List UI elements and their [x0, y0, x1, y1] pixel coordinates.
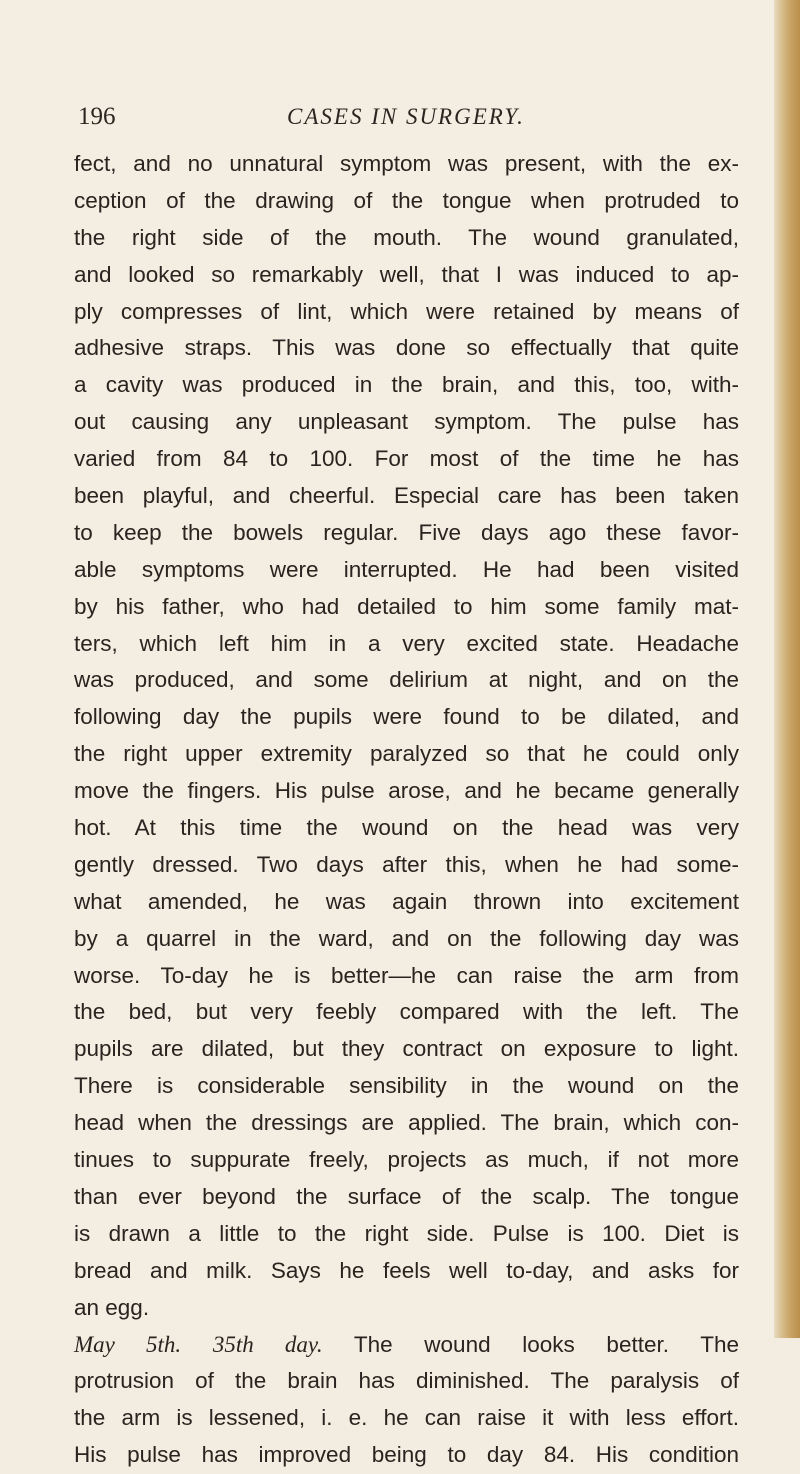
text-line: head when the dressings are applied. The brain, which con-: [74, 1110, 739, 1136]
text-line: the right upper extremity paralyzed so that he could only: [74, 741, 739, 767]
text-line: varied from 84 to 100. For most of the time he has: [74, 446, 739, 472]
text-line: an egg.: [74, 1294, 150, 1320]
text-line: bread and milk. Says he feels well to-day, and asks for: [74, 1257, 739, 1283]
text-line: worse. To-day he is better—he can raise the arm from: [74, 962, 739, 988]
text-line: ception of the drawing of the tongue when protruded to: [74, 187, 739, 213]
text-line: There is considerable sensibility in the wound on the: [74, 1073, 739, 1099]
text-line: gently dressed. Two days after this, when he had some-: [74, 851, 739, 877]
text-line: pupils are dilated, but they contract on exposure to light.: [74, 1036, 739, 1062]
text-line: fect, and no unnatural symptom was present, with the ex-: [74, 151, 739, 176]
text-line: ply compresses of lint, which were retained by means of: [74, 298, 739, 324]
text-line: the bed, but very feebly compared with the left. The: [74, 999, 739, 1025]
entry-first-line: [74, 1327, 739, 1364]
text-line: been playful, and cheerful. Especial care has been taken: [74, 483, 739, 509]
text-line: move the fingers. His pulse arose, and he became generally: [74, 778, 739, 804]
text-line: adhesive straps. This was done so effectually that quite: [74, 335, 739, 361]
text-line: hot. At this time the wound on the head was very: [74, 815, 739, 841]
text-line: the arm is lessened, i. e. he can raise it with less effort.: [74, 1405, 739, 1431]
text-line: a cavity was produced in the brain, and this, too, with-: [74, 372, 739, 398]
text-line: His pulse has improved being to day 84. His condition: [74, 1442, 739, 1468]
entry-day: 35th day.: [212, 1331, 323, 1357]
text-line: what amended, he was again thrown into excitement: [74, 888, 739, 914]
body-text: [74, 146, 739, 1474]
running-head: CASES IN SURGERY.: [287, 104, 525, 129]
text-line: than ever beyond the surface of the scalp. The tongue: [74, 1183, 739, 1209]
text-line: and looked so remarkably well, that I was induced to ap-: [74, 261, 739, 287]
text-line: by a quarrel in the ward, and on the following day was: [74, 925, 739, 951]
text-line: following day the pupils were found to be dilated, and: [74, 704, 739, 730]
text-line: the right side of the mouth. The wound granulated,: [74, 224, 739, 250]
entry-date: May 5th.: [74, 1331, 182, 1357]
text-line: ters, which left him in a very excited state. Headache: [74, 630, 739, 656]
text-line: tinues to suppurate freely, projects as much, if not more: [74, 1147, 739, 1173]
page-edge: [774, 0, 800, 1338]
text-line: was produced, and some delirium at night, and on the: [74, 667, 739, 693]
page-header: [72, 103, 732, 137]
text-line: is drawn a little to the right side. Pulse is 100. Diet is: [74, 1220, 739, 1246]
text-line: out causing any unpleasant symptom. The pulse has: [74, 409, 739, 435]
text-line: by his father, who had detailed to him some family mat-: [74, 593, 739, 619]
text-line: to keep the bowels regular. Five days ago these favor-: [74, 519, 739, 545]
text-line: protrusion of the brain has diminished. The paralysis of: [74, 1368, 739, 1394]
text-line: able symptoms were interrupted. He had been visited: [74, 556, 739, 582]
page-number: 196: [78, 103, 116, 130]
entry-text: The wound looks better. The: [353, 1331, 739, 1357]
